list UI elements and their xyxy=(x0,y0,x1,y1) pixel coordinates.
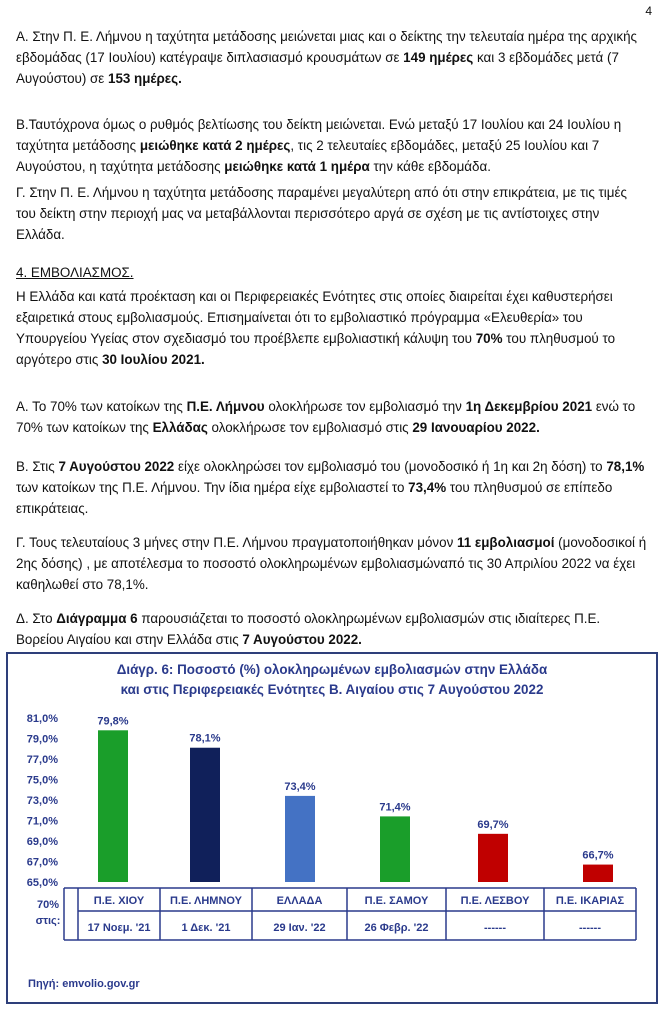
y-tick-label: 67,0% xyxy=(26,856,58,869)
chart-title-line-2: και στις Περιφερειακές Ενότητες Β. Αιγαίου στις 7 Αυγούστου 2022 xyxy=(120,682,544,697)
text-run: Β. Στις xyxy=(16,459,59,474)
bold-text: Διάγραμμα 6 xyxy=(56,611,138,626)
category-label: Π.Ε. ΣΑΜΟΥ xyxy=(364,895,429,907)
text-run: και 3 εβδομάδες μετά (7 Αυγούστου) σε xyxy=(16,50,619,86)
category-label: Π.Ε. ΙΚΑΡΙΑΣ xyxy=(555,895,625,907)
bold-text: μειώθηκε κατά 1 ημέρα xyxy=(224,159,370,174)
y-tick-label: 73,0% xyxy=(26,795,58,807)
bold-text: 30 Ιουλίου 2021. xyxy=(102,352,205,367)
date-70pct-label: 26 Φεβρ. '22 xyxy=(364,922,429,934)
text-run: του πληθυσμού σε επίπεδο επικράτειας. xyxy=(16,480,613,516)
page-number: 4 xyxy=(645,4,652,18)
date-70pct-label: ------ xyxy=(579,922,601,934)
text-run: Β.Ταυτόχρονα όμως ο ρυθμός βελτίωσης του δείκτη μειώνεται. Ενώ μεταξύ 17 Ιουλίου και 24 Ιουλίου η ταχύτητα μετάδοσης xyxy=(16,117,622,153)
bar xyxy=(98,730,128,882)
bold-text: Π.Ε. Λήμνου xyxy=(186,399,265,414)
text-run: του πληθυσμού το αργότερο στις xyxy=(16,331,616,367)
text-run: ολοκλήρωσε τον εμβολιασμό την xyxy=(264,399,466,414)
bold-text: 153 ημέρες. xyxy=(108,71,182,86)
table-row-label: στις: xyxy=(35,915,61,927)
text-run: Δ. Στο xyxy=(16,611,57,626)
bar xyxy=(190,748,220,882)
chart-source: Πηγή: emvolio.gov.gr xyxy=(28,978,140,990)
section-heading: 4. ΕΜΒΟΛΙΑΣΜΟΣ. xyxy=(16,265,134,280)
data-label: 71,4% xyxy=(379,801,411,814)
y-tick-label: 81,0% xyxy=(26,713,58,725)
bold-text: 1η Δεκεμβρίου 2021 xyxy=(465,399,593,414)
data-label: 73,4% xyxy=(284,780,316,793)
bold-text: 7 Αυγούστου 2022 xyxy=(58,459,175,474)
table-row-label: 70% xyxy=(36,899,60,911)
bold-text: μειώθηκε κατά 2 ημέρες xyxy=(139,138,291,153)
date-70pct-label: 1 Δεκ. '21 xyxy=(181,922,231,934)
text-run: Α. Το 70% των κατοίκων της xyxy=(16,399,187,414)
text-run: Η Ελλάδα και κατά προέκταση και οι Περιφερειακές Ενότητες στις οποίες διαιρείται έχει καθυστερήσει εξαιρετικά στους εμβολιασμούς. Επισημαίνεται ότι το εμβολιαστικό πρόγραμμα «Ελευθερία» του Υπουργείου Υγείας στον σχεδιασμό του προέβλεπε εμβολιαστική κάλυψη του xyxy=(16,289,613,346)
text-run: Α. Στην Π. Ε. Λήμνου η ταχύτητα μετάδοσης μειώνεται μιας και ο δείκτης την τελευταία ημέρα της αρχικής εβδομάδας (17 Ιουλίου) κατέγραψε διπλασιασμό κρουσμάτων σε xyxy=(16,29,637,65)
text-run: των κατοίκων της Π.Ε. Λήμνου. Την ίδια ημέρα είχε εμβολιαστεί το xyxy=(16,480,409,495)
data-label: 78,1% xyxy=(189,732,221,745)
data-label: 69,7% xyxy=(477,818,509,831)
y-tick-label: 69,0% xyxy=(26,836,58,848)
text-run: (μονοδοσικοί ή 2ης δόσης) , με αποτέλεσμα το ποσοστό ολοκληρωμένων εμβολιασμώναπό τις 30 Απριλίου 2022 να έχει καθηλωθεί στο 78,1%. xyxy=(16,535,647,592)
data-label: 79,8% xyxy=(97,715,129,728)
category-label: Π.Ε. ΛΗΜΝΟΥ xyxy=(169,895,243,907)
bold-text: 7 Αυγούστου 2022. xyxy=(242,632,362,647)
bold-text: Ελλάδας xyxy=(152,420,208,435)
y-tick-label: 65,0% xyxy=(26,877,58,889)
bar xyxy=(478,834,508,882)
y-tick-label: 71,0% xyxy=(26,815,58,828)
chart-title-line-1: Διάγρ. 6: Ποσοστό (%) ολοκληρωμένων εμβολιασμών στην Ελλάδα xyxy=(116,662,548,677)
category-label: ΕΛΛΑΔΑ xyxy=(276,895,323,907)
y-tick-label: 77,0% xyxy=(26,754,58,766)
date-70pct-label: 29 Ιαν. '22 xyxy=(273,922,326,934)
text-run: είχε ολοκληρώσει τον εμβολιασμό του (μονοδοσικό ή 1η και 2η δόση) το xyxy=(174,459,607,474)
date-70pct-label: ------ xyxy=(484,922,506,934)
text-run: ενώ το 70% των κατοίκων της xyxy=(16,399,636,435)
bold-text: 11 εμβολιασμοί xyxy=(457,535,555,550)
bold-text: 78,1% xyxy=(606,459,645,474)
text-run: παρουσιάζεται το ποσοστό ολοκληρωμένων εμβολιασμών στις ιδιαίτερες Π.Ε. Βορείου Αιγαίου και στην Ελλάδα στις xyxy=(16,611,601,647)
category-label: Π.Ε. ΛΕΣΒΟΥ xyxy=(460,895,530,907)
bold-text: 70% xyxy=(475,331,503,346)
text-run: ολοκλήρωσε τον εμβολιασμό στις xyxy=(207,420,413,435)
bold-text: 73,4% xyxy=(408,480,447,495)
bar xyxy=(583,865,613,882)
bold-text: 149 ημέρες xyxy=(403,50,474,65)
text-run: Γ. Τους τελευταίους 3 μήνες στην Π.Ε. Λήμνου πραγματοποιήθηκαν μόνον xyxy=(16,535,457,550)
date-70pct-label: 17 Νοεμ. '21 xyxy=(87,922,151,934)
text-run: την κάθε εβδομάδα. xyxy=(369,159,491,174)
y-tick-label: 75,0% xyxy=(26,774,58,787)
bar xyxy=(380,816,410,882)
y-tick-label: 79,0% xyxy=(26,733,58,746)
text-run: , τις 2 τελευταίες εβδομάδες, μεταξύ 25 Ιουλίου και 7 Αυγούστου, η ταχύτητα μετάδοσης xyxy=(16,138,600,174)
data-label: 66,7% xyxy=(582,849,614,862)
category-label: Π.Ε. ΧΙΟΥ xyxy=(93,895,145,907)
bold-text: 29 Ιανουαρίου 2022. xyxy=(412,420,540,435)
bar xyxy=(285,796,315,882)
text-run: Γ. Στην Π. Ε. Λήμνου η ταχύτητα μετάδοσης παραμένει μεγαλύτερη από ότι στην επικράτεια, με τις τιμές του δείκτη στην περιοχή μας να μεταβάλλονται περισσότερο αργά σε σχέση με τις αντίστοιχες στην Ελλάδα. xyxy=(16,185,627,242)
